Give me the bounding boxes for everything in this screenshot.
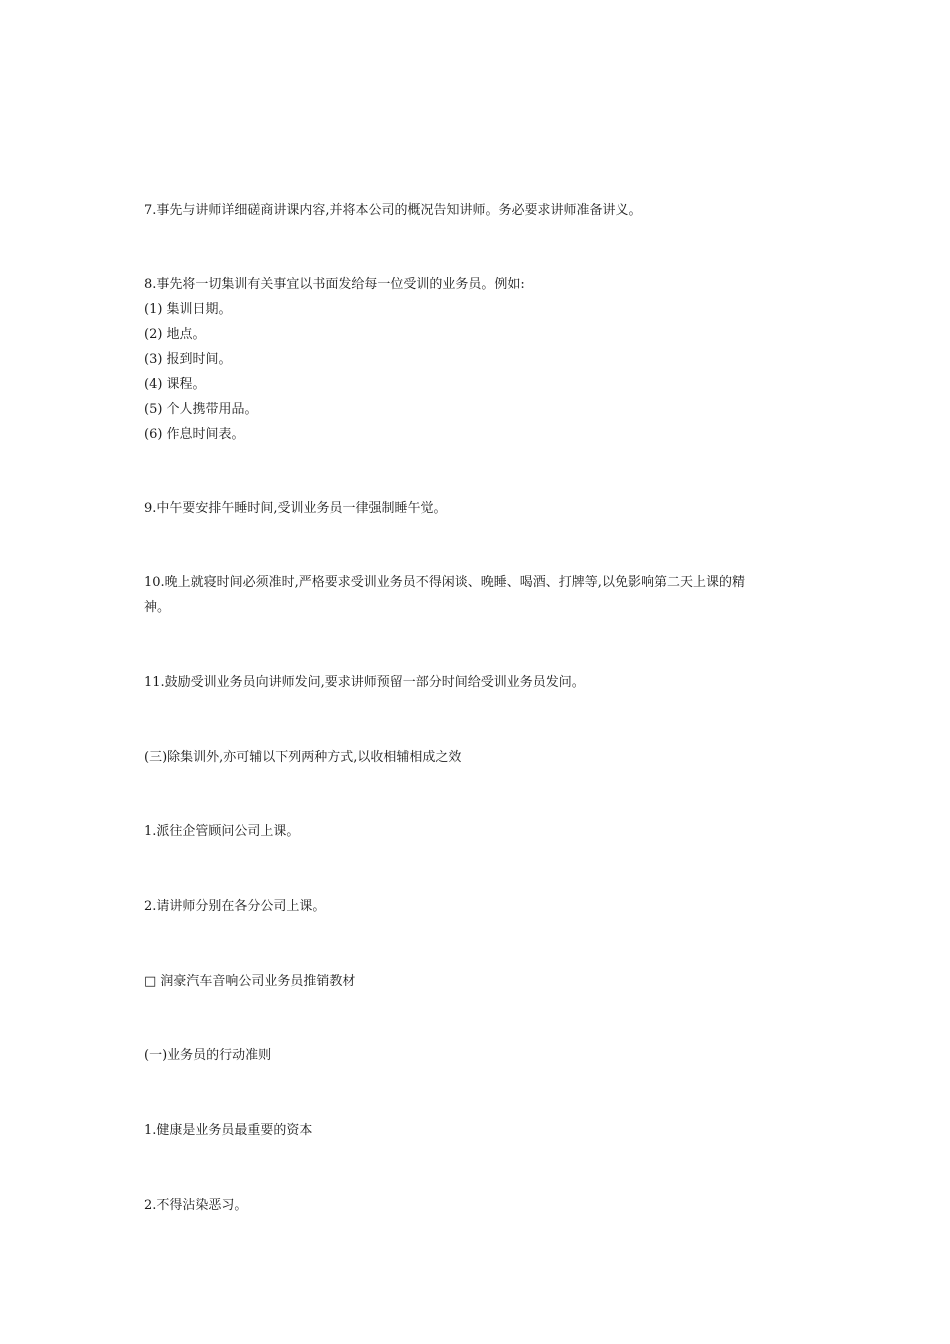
section-3-item-1 — [144, 819, 810, 844]
chapter-title-text: □ 润豪汽车音响公司业务员推销教材 — [144, 974, 356, 989]
section-3-item-2 — [144, 894, 810, 919]
paragraph-text: 1.健康是业务员最重要的资本 — [144, 1123, 313, 1138]
section-1-item-2 — [144, 1193, 810, 1218]
paragraph-item-10 — [144, 570, 810, 620]
paragraph-text: 7.事先与讲师详细磋商讲课内容,并将本公司的概况告知讲师。务必要求讲师准备讲义。 — [144, 203, 642, 218]
list-item: (1) 集训日期。 — [144, 302, 232, 317]
paragraph-item-7 — [144, 198, 810, 223]
paragraph-text: 8.事先将一切集训有关事宜以书面发给每一位受训的业务员。例如: — [144, 277, 525, 292]
paragraph-text: 2.请讲师分别在各分公司上课。 — [144, 899, 326, 914]
list-item: (2) 地点。 — [144, 327, 206, 342]
paragraph-text: 9.中午要安排午睡时间,受训业务员一律强制睡午觉。 — [144, 501, 447, 516]
paragraph-text: 10.晚上就寝时间必须准时,严格要求受训业务员不得闲谈、晚睡、喝酒、打牌等,以免影响第二天上课的精 — [144, 575, 745, 590]
list-item: (4) 课程。 — [144, 377, 206, 392]
paragraph-item-9 — [144, 496, 810, 521]
chapter-title — [144, 969, 810, 994]
paragraph-text: 11.鼓励受训业务员向讲师发问,要求讲师预留一部分时间给受训业务员发问。 — [144, 675, 585, 690]
paragraph-text: 神。 — [144, 600, 171, 615]
section-heading-text: (三)除集训外,亦可辅以下列两种方式,以收相辅相成之效 — [144, 750, 462, 765]
section-1-item-1 — [144, 1118, 810, 1143]
section-heading-3 — [144, 745, 810, 770]
list-item: (5) 个人携带用品。 — [144, 402, 258, 417]
list-item: (3) 报到时间。 — [144, 352, 232, 367]
section-heading-1 — [144, 1043, 810, 1068]
section-heading-text: (一)业务员的行动准则 — [144, 1048, 272, 1063]
paragraph-text: 2.不得沾染恶习。 — [144, 1198, 248, 1213]
list-item: (6) 作息时间表。 — [144, 427, 245, 442]
paragraph-item-8 — [144, 272, 810, 447]
paragraph-item-11 — [144, 670, 810, 695]
paragraph-text: 1.派往企管顾问公司上课。 — [144, 824, 300, 839]
